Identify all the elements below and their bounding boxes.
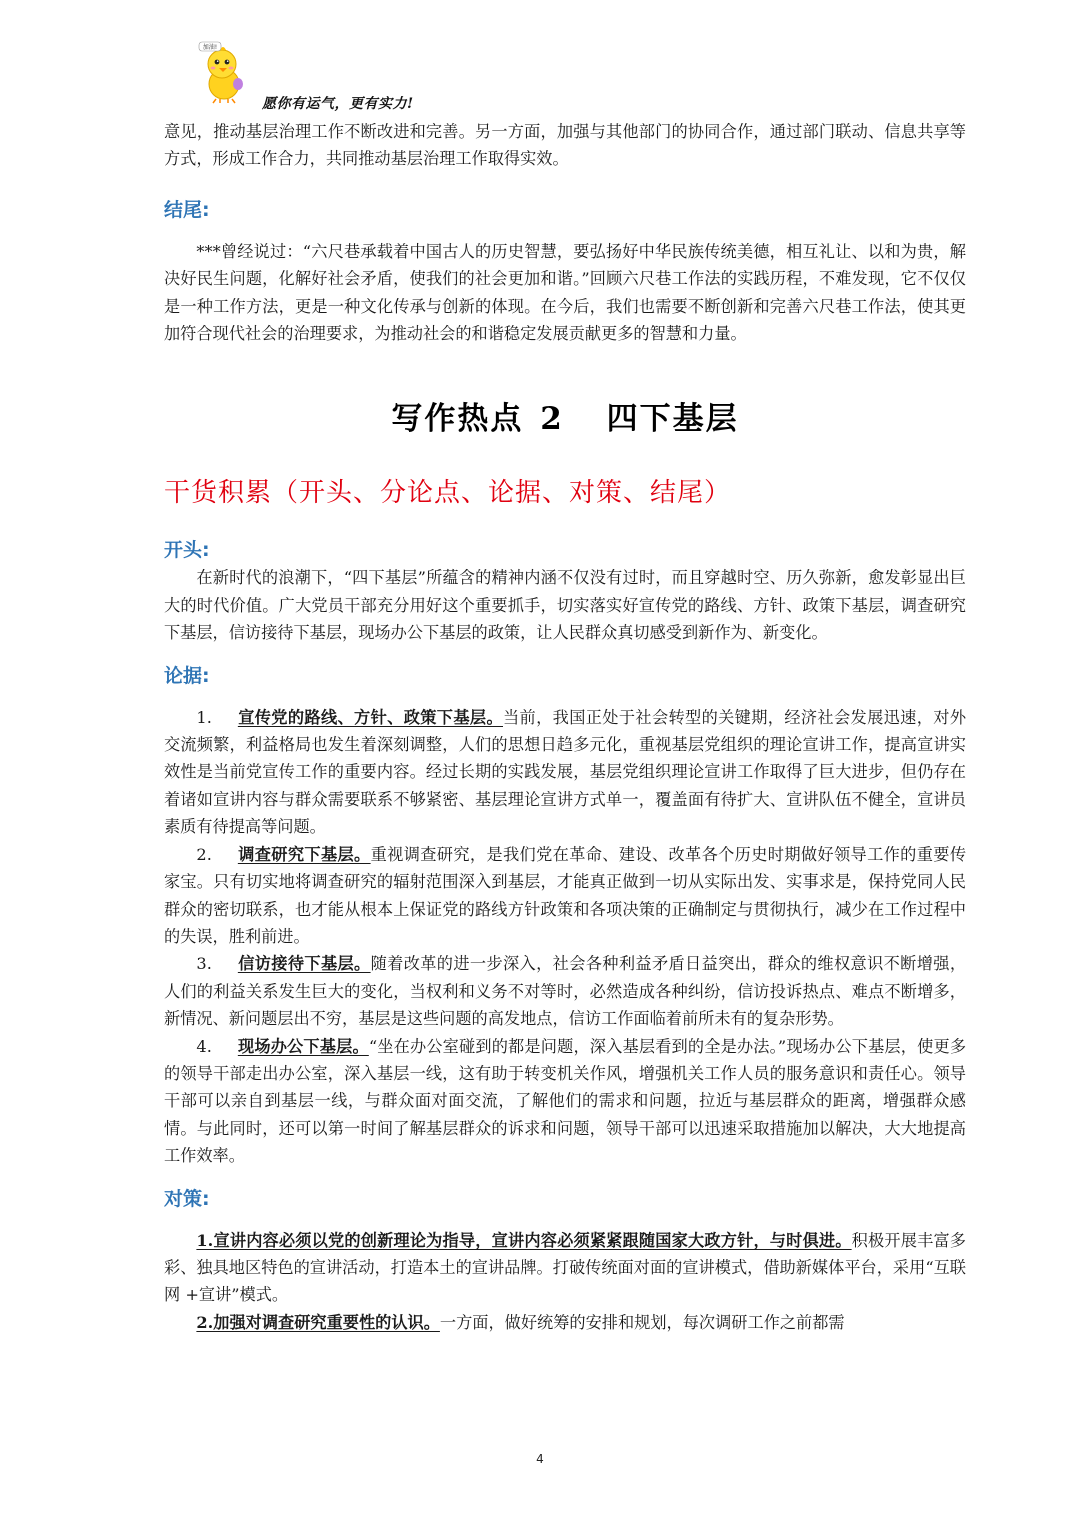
evidence-item [164,1033,966,1170]
evidence-item-number: 2. [196,844,212,864]
evidence-item-text: 随着改革的进一步深入，社会各种利益矛盾日益突出，群众的维权意识不断增强，人们的利益关系发生巨大的变化，当权利和义务不对等时，必然造成各种纠纷，信访投诉热点、难点不断增多，新情况、新问题层出不穷，基层是这些问题的高发地点，信访工作面临着前所未有的复杂形势。 [164,954,967,1029]
evidence-item-text: “坐在办公室碰到的都是问题，深入基层看到的全是办法。”现场办公下基层，使更多的领导干部走出办公室，深入基层一线，这有助于转变机关作风，增强机关工作人员的服务意识和责任心。领导干部可以亲自到基层一线，与群众面对面交流，了解他们的需求和问题，拉近与基层群众的距离，增强群众感情。与此同时，还可以第一时间了解基层群众的诉求和问题，领导干部可以迅速采取措施加以解决，大大地提高工作效率。 [164,1036,967,1166]
hot-topic-name: 四下基层 [606,401,739,438]
header-slogan: 愿你有运气，更有实力! [262,96,414,112]
evidence-item-text: 当前，我国正处于社会转型的关键期，经济社会发展迅速，对外交流频繁，利益格局也发生着深刻调整，人们的思想日趋多元化，重视基层党组织的理论宣讲工作，提高宣讲实效性是当前党宣传工作的重要内容。经过长期的实践发展，基层党组织理论宣讲工作取得了巨大进步，但仍存在着诸如宣讲内容与群众需要联系不够紧密、基层理论宣讲方式单一，覆盖面有待扩大、宣讲队伍不健全，宣讲员素质有待提高等问题。 [164,707,967,837]
evidence-item [164,950,966,1032]
chick-mascot-logo [198,40,250,104]
countermeasure-text: 一方面，做好统筹的安排和规划，每次调研工作之前都需 [439,1312,845,1332]
logo-text: 加油! [202,44,218,51]
hot-topic-prefix: 写作热点 [391,401,524,438]
evidence-item-title: 信访接待下基层。 [237,954,371,974]
page-number: 4 [536,1452,544,1466]
countermeasure-text: 积极开展丰富多彩、独具地区特色的宣讲活动，打造本土的宣讲品牌。打破传统面对面的宣讲模式，借助新媒体平台，采用“互联网 +宣讲”模式。 [164,1230,966,1305]
dry-goods-heading: 干货积累（开头、分论点、论据、对策、结尾） [164,478,732,509]
hot-topic-number: 2 [540,401,564,438]
ending-label: 结尾: [164,198,210,221]
evidence-item-number: 1. [196,707,212,727]
countermeasures-list [164,1227,966,1337]
countermeasure-title: 1.宣讲内容必须以党的创新理论为指导，宣讲内容必须紧紧跟随国家大政方针，与时俱进。 [196,1230,852,1250]
evidence-item-title: 宣传党的路线、方针、政策下基层。 [237,707,503,727]
countermeasure-item [164,1227,966,1309]
evidence-item-number: 3. [196,954,212,974]
opening-label: 开头: [164,539,210,562]
continuation-paragraph: 意见，推动基层治理工作不断改进和完善。另一方面，加强与其他部门的协同合作，通过部门联动、信息共享等方式，形成工作合力，共同推动基层治理工作取得实效。 [164,122,966,169]
evidence-item [164,841,966,951]
evidence-item-number: 4. [196,1036,212,1056]
countermeasure-title: 2.加强对调查研究重要性的认识。 [196,1312,440,1332]
evidence-item-text: 重视调查研究，是我们党在革命、建设、改革各个历史时期做好领导工作的重要传家宝。只有切实地将调查研究的辐射范围深入到基层，才能真正做到一切从实际出发、实事求是，保持党同人民群众的密切联系，也才能从根本上保证党的路线方针政策和各项决策的正确制定与贯彻执行，减少在工作过程中的失误，胜利前进。 [164,844,967,946]
countermeasure-item [164,1309,966,1336]
evidence-list [164,704,966,1170]
countermeasures-label: 对策: [164,1187,210,1210]
hot-topic-title [164,393,966,438]
page-content [164,118,966,1336]
ending-paragraph: ***曾经说过：“六尺巷承载着中国古人的历史智慧，要弘扬好中华民族传统美德，相互礼让、以和为贵，解决好民生问题，化解好社会矛盾，使我们的社会更加和谐。”回顾六尺巷工作法的实践历程，不难发现，它不仅仅是一种工作方法，更是一种文化传承与创新的体现。在今后，我们也需要不断创新和完善六尺巷工作法，使其更加符合现代社会的治理要求，为推动社会的和谐稳定发展贡献更多的智慧和力量。 [164,241,966,344]
evidence-item-title: 调查研究下基层。 [237,844,371,864]
evidence-item-title: 现场办公下基层。 [237,1036,369,1056]
opening-paragraph: 在新时代的浪潮下，“四下基层”所蕴含的精神内涵不仅没有过时，而且穿越时空、历久弥新，愈发彰显出巨大的时代价值。广大党员干部充分用好这个重要抓手，切实落实好宣传党的路线、方针、政策下基层，调查研究下基层，信访接待下基层，现场办公下基层的政策，让人民群众真切感受到新作为、新变化。 [164,568,966,643]
evidence-label: 论据: [164,664,210,687]
evidence-item [164,704,966,841]
